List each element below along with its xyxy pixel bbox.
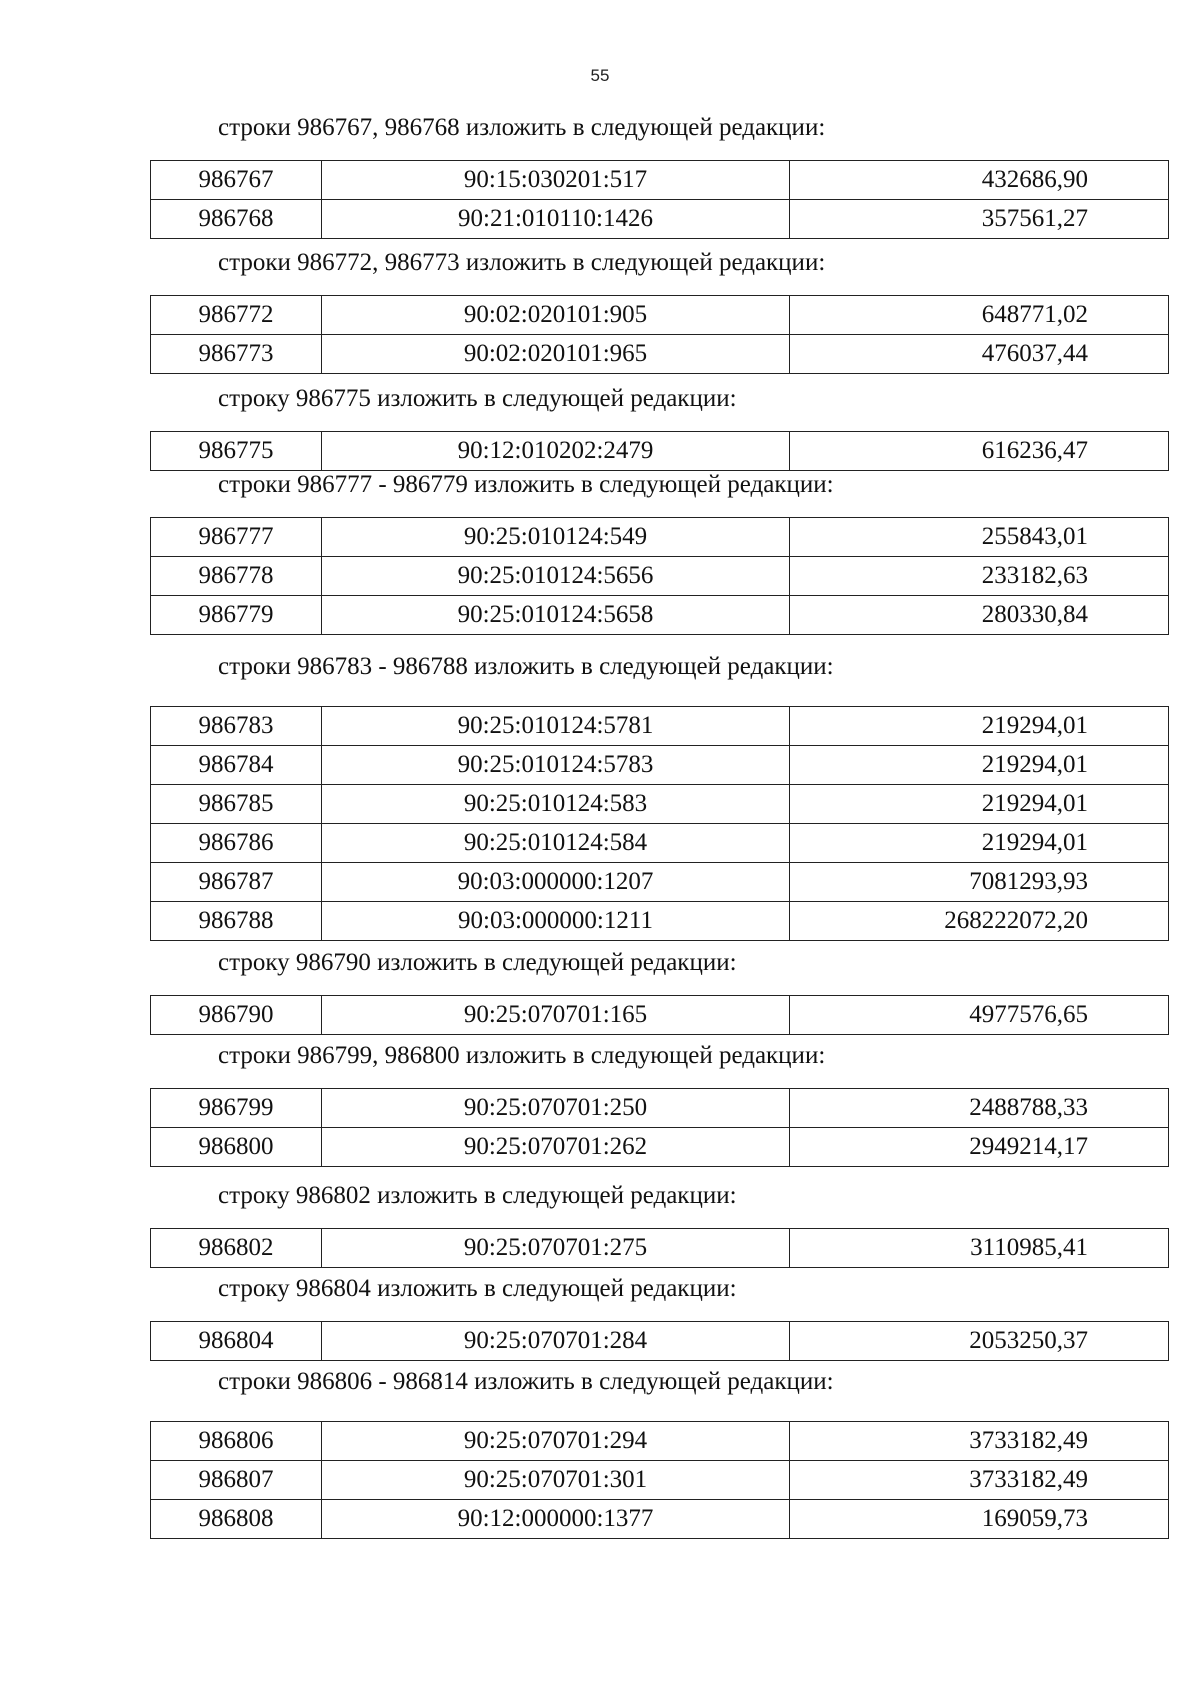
cadastral-number-cell: 90:15:030201:517 [322, 161, 790, 200]
row-number-cell: 986787 [151, 863, 322, 902]
table-row [151, 596, 1169, 635]
value-cell: 219294,01 [790, 707, 1169, 746]
value-cell: 233182,63 [790, 557, 1169, 596]
table-row [151, 1500, 1169, 1539]
amendment-caption: строки 986783 - 986788 изложить в следующей редакции: [218, 653, 834, 680]
row-number-cell: 986802 [151, 1229, 322, 1268]
table-row [151, 996, 1169, 1035]
amendment-caption: строку 986790 изложить в следующей редакции: [218, 949, 737, 976]
table-row [151, 557, 1169, 596]
amendment-caption: строки 986799, 986800 изложить в следующей редакции: [218, 1042, 826, 1069]
value-cell: 219294,01 [790, 785, 1169, 824]
value-cell: 280330,84 [790, 596, 1169, 635]
row-number-cell: 986772 [151, 296, 322, 335]
table-row [151, 1322, 1169, 1361]
row-number-cell: 986775 [151, 432, 322, 471]
row-number-cell: 986804 [151, 1322, 322, 1361]
cadastral-number-cell: 90:25:070701:294 [322, 1422, 790, 1461]
table-row [151, 1422, 1169, 1461]
cadastral-number-cell: 90:25:070701:165 [322, 996, 790, 1035]
amendment-table [150, 517, 1169, 635]
value-cell: 357561,27 [790, 200, 1169, 239]
amendment-caption: строку 986804 изложить в следующей редакции: [218, 1275, 737, 1302]
cadastral-number-cell: 90:25:010124:584 [322, 824, 790, 863]
row-number-cell: 986779 [151, 596, 322, 635]
cadastral-number-cell: 90:03:000000:1211 [322, 902, 790, 941]
amendment-caption: строки 986767, 986768 изложить в следующей редакции: [218, 114, 826, 141]
cadastral-number-cell: 90:25:010124:5781 [322, 707, 790, 746]
value-cell: 616236,47 [790, 432, 1169, 471]
row-number-cell: 986800 [151, 1128, 322, 1167]
cadastral-number-cell: 90:25:010124:583 [322, 785, 790, 824]
row-number-cell: 986777 [151, 518, 322, 557]
row-number-cell: 986799 [151, 1089, 322, 1128]
cadastral-number-cell: 90:25:070701:250 [322, 1089, 790, 1128]
table-row [151, 902, 1169, 941]
amendment-table [150, 1421, 1169, 1539]
cadastral-number-cell: 90:25:010124:5658 [322, 596, 790, 635]
page-number: 55 [590, 66, 610, 85]
cadastral-number-cell: 90:02:020101:965 [322, 335, 790, 374]
table-row [151, 518, 1169, 557]
amendment-table [150, 1228, 1169, 1268]
row-number-cell: 986806 [151, 1422, 322, 1461]
amendment-table [150, 1088, 1169, 1167]
value-cell: 3110985,41 [790, 1229, 1169, 1268]
value-cell: 4977576,65 [790, 996, 1169, 1035]
amendment-caption: строку 986775 изложить в следующей редакции: [218, 385, 737, 412]
row-number-cell: 986773 [151, 335, 322, 374]
table-row [151, 432, 1169, 471]
amendment-table [150, 706, 1169, 941]
value-cell: 3733182,49 [790, 1422, 1169, 1461]
value-cell: 219294,01 [790, 746, 1169, 785]
cadastral-number-cell: 90:25:010124:5656 [322, 557, 790, 596]
table-row [151, 1089, 1169, 1128]
row-number-cell: 986785 [151, 785, 322, 824]
value-cell: 476037,44 [790, 335, 1169, 374]
row-number-cell: 986783 [151, 707, 322, 746]
row-number-cell: 986808 [151, 1500, 322, 1539]
table-row [151, 200, 1169, 239]
row-number-cell: 986788 [151, 902, 322, 941]
table-row [151, 746, 1169, 785]
amendment-table [150, 995, 1169, 1035]
row-number-cell: 986790 [151, 996, 322, 1035]
table-row [151, 1128, 1169, 1167]
amendment-caption: строку 986802 изложить в следующей редакции: [218, 1182, 737, 1209]
table-row [151, 707, 1169, 746]
table-row [151, 785, 1169, 824]
row-number-cell: 986786 [151, 824, 322, 863]
cadastral-number-cell: 90:25:070701:301 [322, 1461, 790, 1500]
amendment-table [150, 431, 1169, 471]
cadastral-number-cell: 90:25:010124:5783 [322, 746, 790, 785]
value-cell: 268222072,20 [790, 902, 1169, 941]
amendment-table [150, 160, 1169, 239]
amendment-caption: строки 986806 - 986814 изложить в следующей редакции: [218, 1368, 834, 1395]
value-cell: 7081293,93 [790, 863, 1169, 902]
table-row [151, 335, 1169, 374]
row-number-cell: 986778 [151, 557, 322, 596]
cadastral-number-cell: 90:02:020101:905 [322, 296, 790, 335]
row-number-cell: 986767 [151, 161, 322, 200]
row-number-cell: 986768 [151, 200, 322, 239]
row-number-cell: 986807 [151, 1461, 322, 1500]
table-row [151, 296, 1169, 335]
cadastral-number-cell: 90:25:070701:275 [322, 1229, 790, 1268]
amendment-table [150, 1321, 1169, 1361]
value-cell: 255843,01 [790, 518, 1169, 557]
value-cell: 2949214,17 [790, 1128, 1169, 1167]
value-cell: 3733182,49 [790, 1461, 1169, 1500]
table-row [151, 863, 1169, 902]
cadastral-number-cell: 90:25:070701:262 [322, 1128, 790, 1167]
row-number-cell: 986784 [151, 746, 322, 785]
value-cell: 219294,01 [790, 824, 1169, 863]
table-row [151, 824, 1169, 863]
table-row [151, 161, 1169, 200]
cadastral-number-cell: 90:03:000000:1207 [322, 863, 790, 902]
table-row [151, 1229, 1169, 1268]
amendment-table [150, 295, 1169, 374]
value-cell: 169059,73 [790, 1500, 1169, 1539]
cadastral-number-cell: 90:21:010110:1426 [322, 200, 790, 239]
cadastral-number-cell: 90:12:000000:1377 [322, 1500, 790, 1539]
cadastral-number-cell: 90:25:010124:549 [322, 518, 790, 557]
amendment-caption: строки 986777 - 986779 изложить в следующей редакции: [218, 471, 834, 498]
amendment-caption: строки 986772, 986773 изложить в следующей редакции: [218, 249, 826, 276]
table-row [151, 1461, 1169, 1500]
value-cell: 432686,90 [790, 161, 1169, 200]
value-cell: 2488788,33 [790, 1089, 1169, 1128]
value-cell: 648771,02 [790, 296, 1169, 335]
cadastral-number-cell: 90:12:010202:2479 [322, 432, 790, 471]
value-cell: 2053250,37 [790, 1322, 1169, 1361]
cadastral-number-cell: 90:25:070701:284 [322, 1322, 790, 1361]
